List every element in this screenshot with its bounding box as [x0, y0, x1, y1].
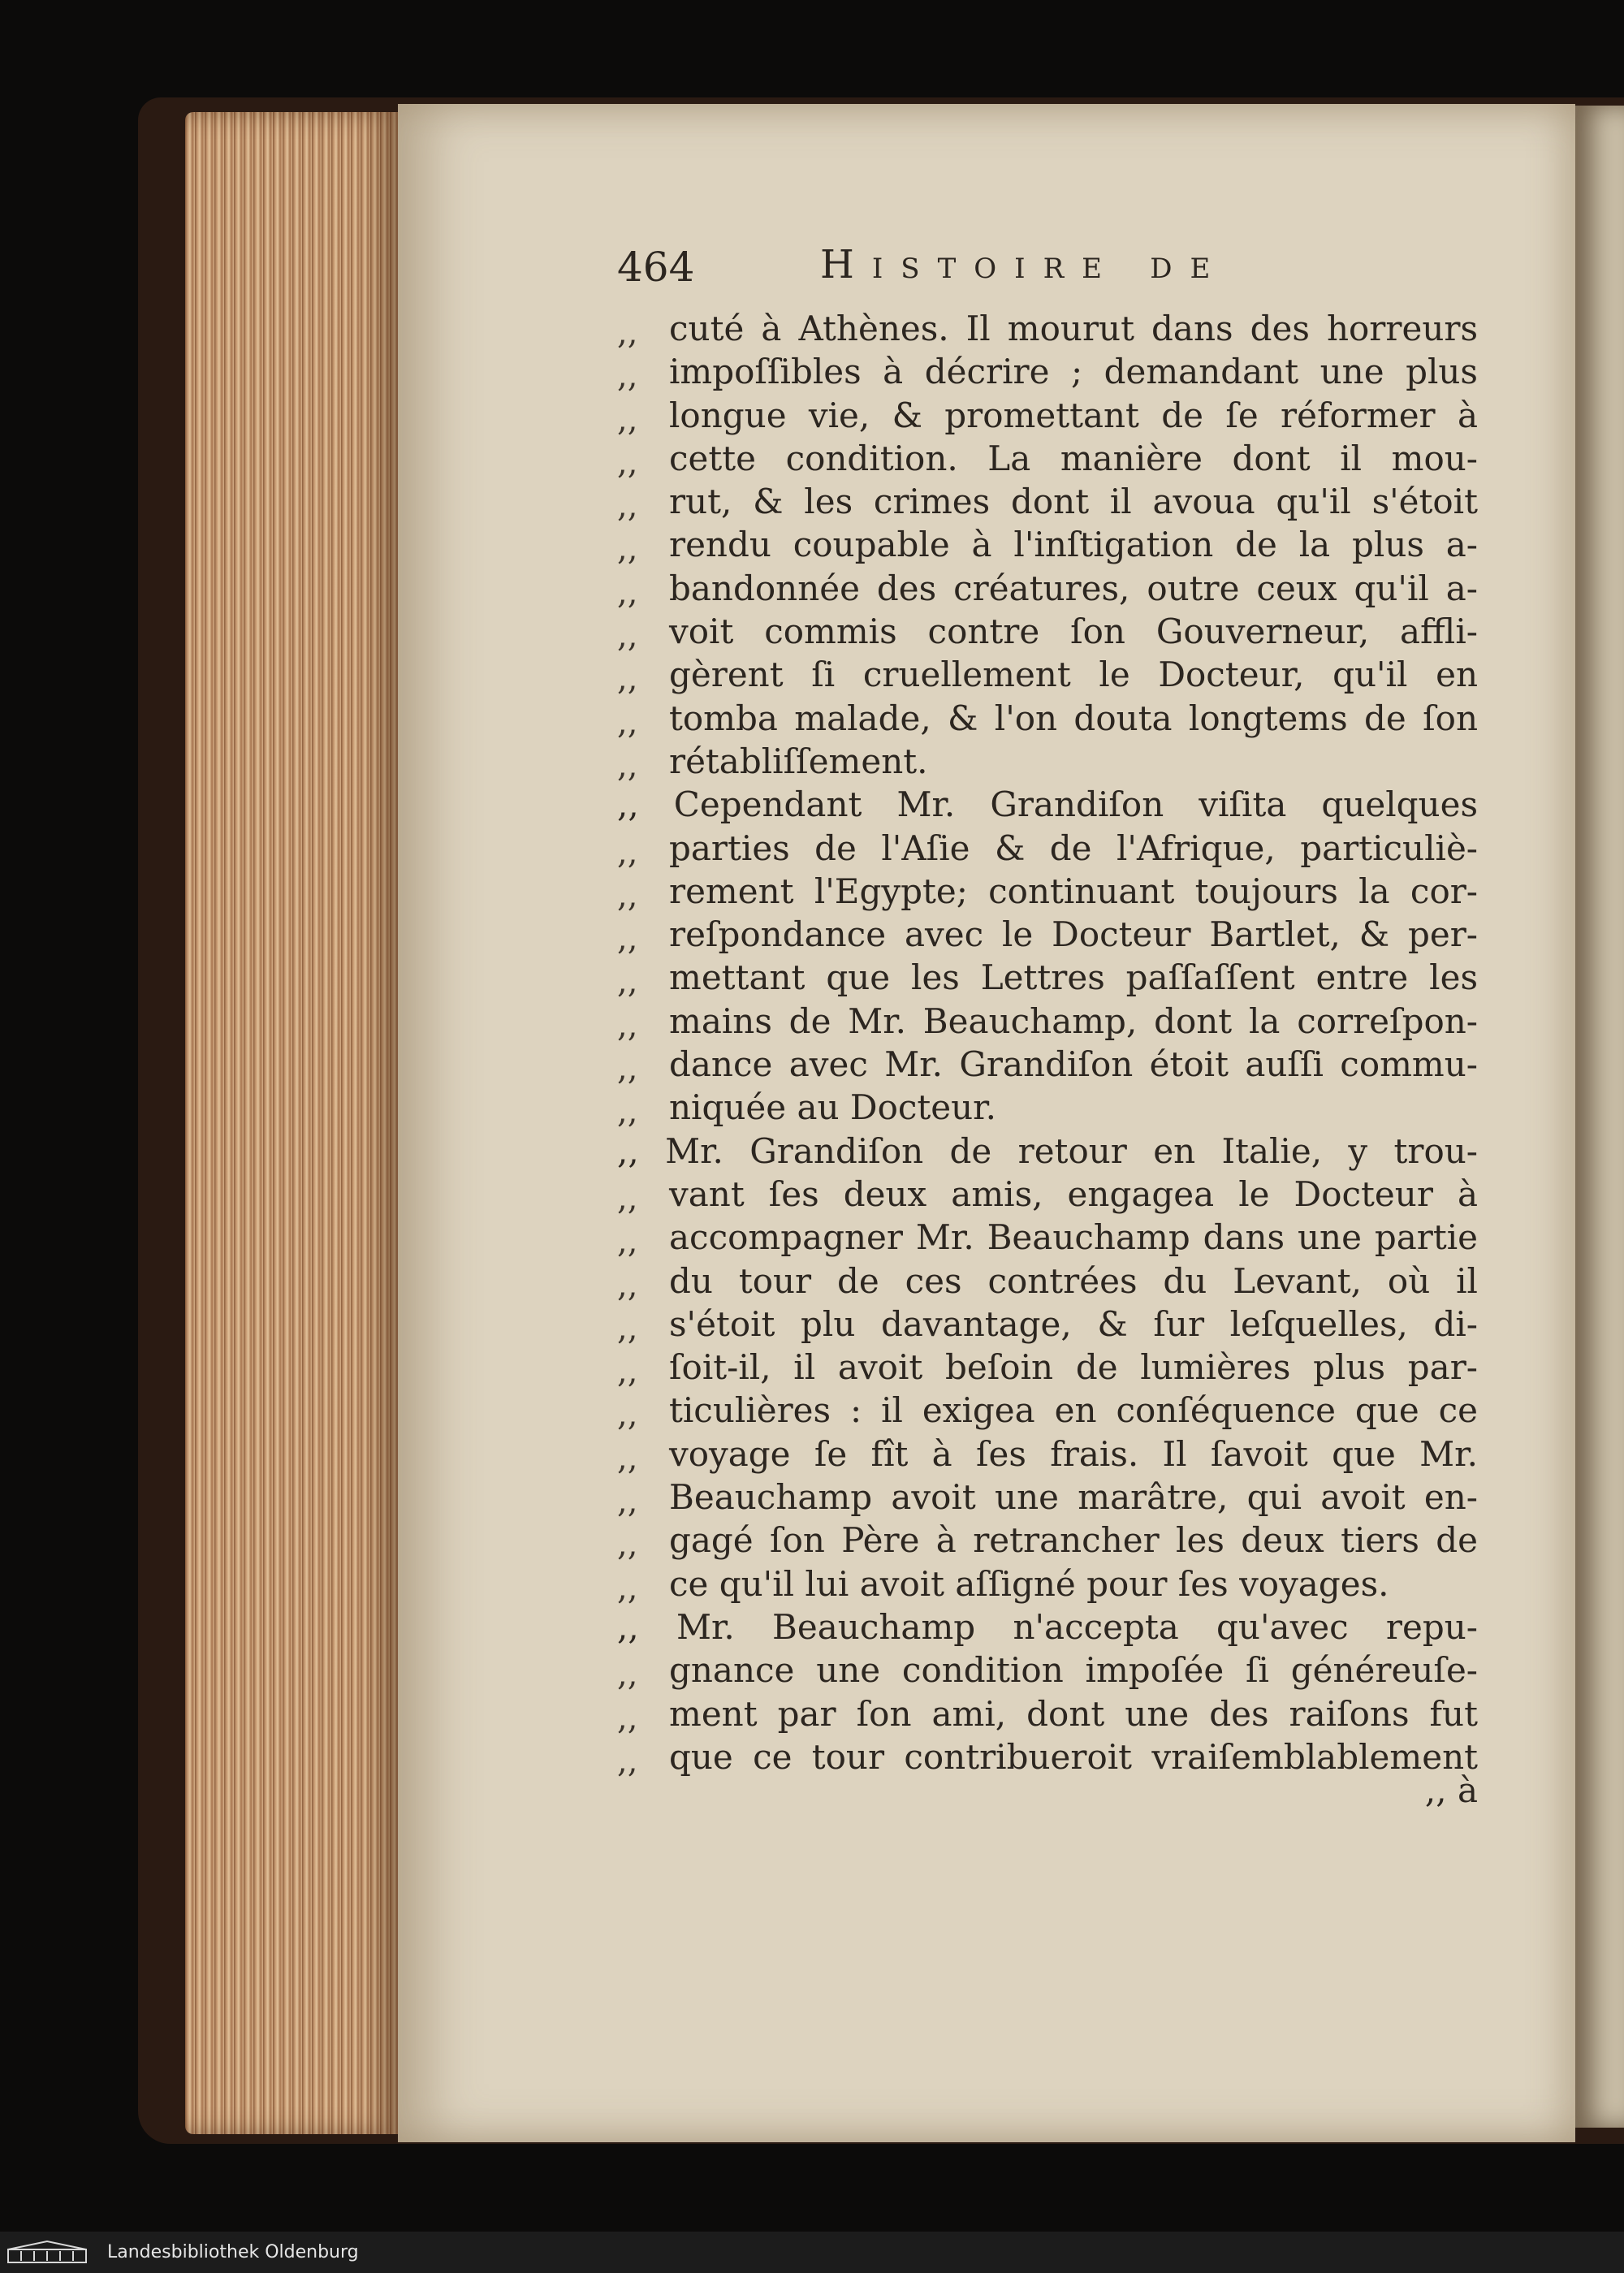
line-text: ,, Cependant Mr. Grandiſon viſita quelques: [617, 784, 1478, 825]
text-line: [617, 1562, 1478, 1605]
quote-mark: ,,: [617, 1569, 638, 1607]
line-text: niquée au Docteur.: [669, 1087, 996, 1128]
page-edges: [185, 112, 398, 2134]
text-line: [617, 437, 1478, 480]
quote-mark: ,,: [617, 1179, 638, 1217]
quote-mark: ,,: [617, 920, 638, 958]
line-text: vant ſes deux amis, engagea le Docteur à: [669, 1173, 1478, 1214]
quote-mark: ,,: [617, 876, 638, 914]
page-text: [617, 307, 1478, 1778]
text-line: [617, 870, 1478, 913]
text-line: [617, 610, 1478, 653]
line-text: gagé ſon Père à retrancher les deux tiers de: [669, 1520, 1478, 1561]
text-line: [617, 653, 1478, 696]
running-title: Histoire de: [820, 242, 1229, 287]
text-line: [617, 1130, 1478, 1173]
text-line: [617, 1476, 1478, 1519]
text-line: [617, 1086, 1478, 1129]
text-line: [617, 740, 1478, 783]
line-text: ce qu'il lui avoit aſſigné pour ſes voyages.: [669, 1563, 1389, 1604]
line-text: cuté à Athènes. Il mourut dans des horreurs: [669, 309, 1478, 348]
quote-mark: ,,: [617, 1396, 638, 1434]
text-line: [617, 1605, 1478, 1649]
text-line: [617, 523, 1478, 566]
line-text: rendu coupable à l'inſtigation de la plus a-: [669, 525, 1478, 565]
page-number: 464: [617, 244, 695, 291]
line-text: reſpondance avec le Docteur Bartlet, & per-: [669, 914, 1478, 955]
quote-mark: ,,: [617, 1006, 638, 1044]
quote-mark: ,,: [617, 746, 638, 784]
line-text: impoſſibles à décrire ; demandant une plus: [669, 352, 1478, 392]
text-line: [617, 1303, 1478, 1346]
page-header: [617, 244, 1478, 300]
text-line: [617, 1173, 1478, 1216]
text-line: [617, 1692, 1478, 1735]
line-text: s'étoit plu davantage, & ſur leſquelles, di-: [669, 1303, 1478, 1344]
quote-mark: ,,: [617, 530, 638, 568]
quote-mark: ,,: [617, 357, 638, 395]
line-text: ment par ſon ami, dont une des raiſons fut: [669, 1693, 1478, 1734]
line-text: ,, Mr. Beauchamp n'accepta qu'avec repu-: [617, 1606, 1478, 1647]
text-line: [617, 1346, 1478, 1389]
quote-mark: ,,: [617, 487, 638, 525]
library-name: Landesbibliothek Oldenburg: [107, 2242, 359, 2262]
line-text: que ce tour contribueroit vraiſemblablement: [669, 1736, 1478, 1777]
line-text: longue vie, & promettant de ſe réformer à: [669, 395, 1478, 435]
line-text: mains de Mr. Beauchamp, dont la correſpon-: [669, 1000, 1478, 1041]
catchword: ,, à: [1424, 1770, 1478, 1810]
line-text: gèrent ſi cruellement le Docteur, qu'il en: [669, 655, 1478, 695]
text-line: [617, 1043, 1478, 1086]
quote-mark: ,,: [617, 660, 638, 698]
quote-mark: ,,: [617, 1483, 638, 1521]
text-line: [617, 350, 1478, 393]
facing-page-edge: [1575, 106, 1624, 2128]
text-line: [617, 956, 1478, 999]
quote-mark: ,,: [617, 400, 638, 439]
text-line: [617, 1735, 1478, 1778]
quote-mark: ,,: [617, 1050, 638, 1088]
quote-mark: ,,: [617, 1699, 638, 1737]
quote-mark: ,,: [617, 1353, 638, 1391]
text-line: [617, 1389, 1478, 1432]
line-text: tomba malade, & l'on douta longtems de ſon: [669, 698, 1478, 738]
text-line: [617, 827, 1478, 870]
line-text: parties de l'Aſie & de l'Afrique, particuliè-: [669, 828, 1478, 868]
line-text: ſoit-il, il avoit beſoin de lumières plus par-: [669, 1347, 1478, 1388]
quote-mark: ,,: [617, 1439, 638, 1477]
quote-mark: ,,: [617, 1656, 638, 1694]
quote-mark: ,,: [617, 314, 638, 352]
quote-mark: ,,: [617, 1309, 638, 1347]
line-text: rut, & les crimes dont il avoua qu'il s'étoit: [669, 482, 1478, 522]
line-text: du tour de ces contrées du Levant, où il: [669, 1260, 1478, 1301]
quote-mark: ,,: [617, 1093, 638, 1131]
line-text: mettant que les Lettres paſſaſſent entre les: [669, 957, 1478, 998]
line-text: voyage ſe fît à ſes frais. Il ſavoit que Mr.: [669, 1433, 1478, 1474]
line-text: gnance une condition impoſée ſi généreuſe-: [669, 1650, 1478, 1691]
text-line: [617, 697, 1478, 740]
quote-mark: ,,: [617, 963, 638, 1001]
line-text: dance avec Mr. Grandiſon étoit auſſi commu-: [669, 1044, 1478, 1085]
quote-mark: ,,: [617, 443, 638, 482]
quote-mark: ,,: [617, 833, 638, 871]
text-line: [617, 1000, 1478, 1043]
library-logo-icon: [6, 2240, 88, 2264]
quote-mark: ,,: [617, 1526, 638, 1564]
footer-bar: [0, 2232, 1624, 2273]
line-text: rétabliſſement.: [669, 741, 928, 781]
text-line: [617, 567, 1478, 610]
text-line: [617, 480, 1478, 523]
quote-mark: ,,: [617, 573, 638, 611]
text-line: [617, 783, 1478, 826]
line-text: Beauchamp avoit une marâtre, qui avoit en-: [669, 1477, 1478, 1518]
text-line: [617, 1433, 1478, 1476]
quote-mark: ,,: [617, 1266, 638, 1304]
line-text: bandonnée des créatures, outre ceux qu'il a-: [669, 568, 1478, 608]
line-text: ,, Mr. Grandiſon de retour en Italie, y trou-: [617, 1130, 1478, 1171]
line-text: ticulières : il exigea en conſéquence que ce: [669, 1390, 1478, 1431]
text-line: [617, 1216, 1478, 1259]
text-line: [617, 1260, 1478, 1303]
line-text: rement l'Egypte; continuant toujours la cor-: [669, 871, 1478, 911]
quote-mark: ,,: [617, 703, 638, 741]
line-text: cette condition. La manière dont il mou-: [669, 438, 1478, 478]
line-text: accompagner Mr. Beauchamp dans une partie: [669, 1217, 1478, 1258]
text-line: [617, 1519, 1478, 1562]
quote-mark: ,,: [617, 617, 638, 655]
line-text: voit commis contre ſon Gouverneur, affli-: [669, 611, 1478, 652]
quote-mark: ,,: [617, 1742, 638, 1780]
text-line: [617, 394, 1478, 437]
quote-mark: ,,: [617, 1223, 638, 1261]
text-line: [617, 307, 1478, 350]
text-line: [617, 913, 1478, 956]
text-line: [617, 1649, 1478, 1692]
